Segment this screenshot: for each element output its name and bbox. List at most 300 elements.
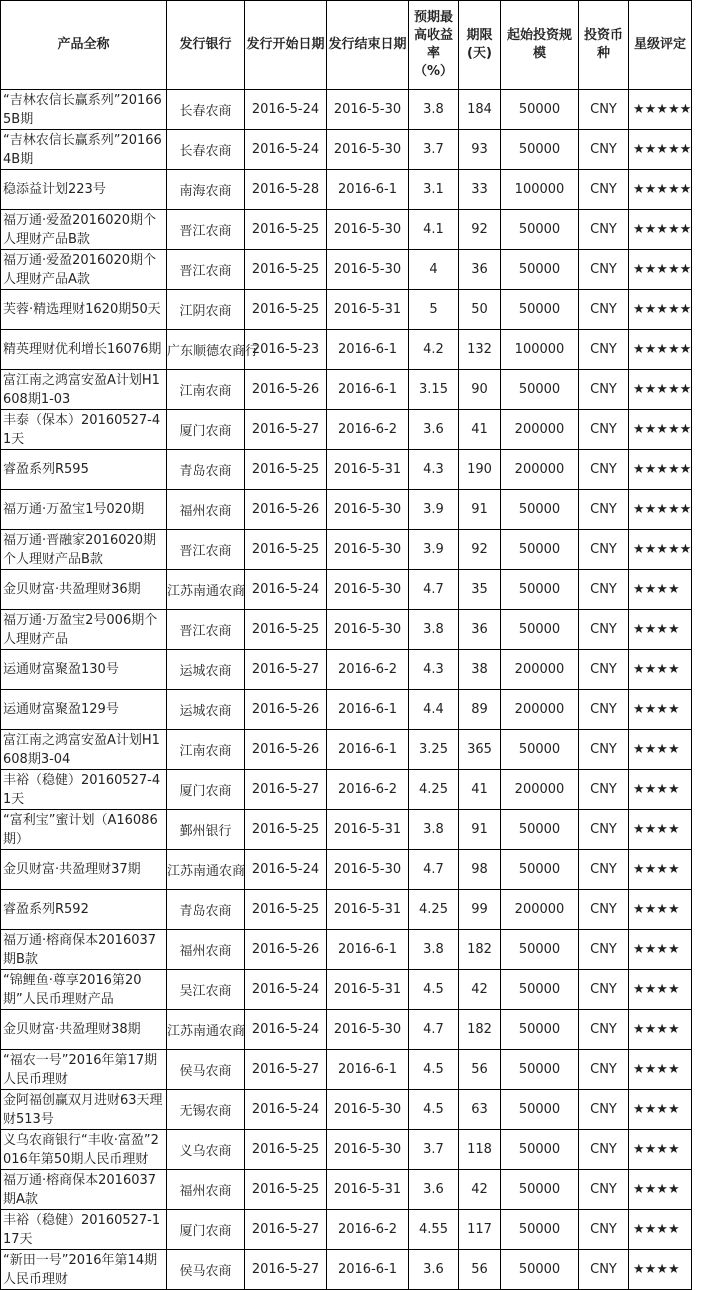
start-date-cell: 2016-5-26	[245, 730, 327, 770]
table-row	[1, 130, 692, 170]
rating-cell: ★★★★★	[629, 130, 692, 170]
min-investment-cell: 50000	[501, 1170, 579, 1210]
end-date-cell: 2016-6-2	[327, 1210, 409, 1250]
yield-cell: 4.5	[409, 1090, 459, 1130]
product-name-cell: “吉林农信长赢系列”201664B期	[1, 130, 167, 170]
end-date-cell: 2016-5-30	[327, 130, 409, 170]
end-date-cell: 2016-5-30	[327, 490, 409, 530]
term-cell: 56	[459, 1050, 501, 1090]
product-name-cell: 金贝财富·共盈理财36期	[1, 570, 167, 610]
term-cell: 91	[459, 490, 501, 530]
currency-cell: CNY	[579, 810, 629, 850]
term-cell: 182	[459, 1010, 501, 1050]
currency-cell: CNY	[579, 730, 629, 770]
bank-cell: 无锡农商	[167, 1090, 245, 1130]
yield-cell: 3.25	[409, 730, 459, 770]
currency-cell: CNY	[579, 410, 629, 450]
table-row	[1, 610, 692, 650]
product-name-cell: 金贝财富·共盈理财37期	[1, 850, 167, 890]
product-name-cell: 福万通·爱盈2016020期个人理财产品B款	[1, 210, 167, 250]
yield-cell: 3.8	[409, 90, 459, 130]
start-date-cell: 2016-5-26	[245, 370, 327, 410]
header-bank: 发行银行	[167, 1, 245, 90]
bank-cell: 吴江农商	[167, 970, 245, 1010]
rating-cell: ★★★★	[629, 570, 692, 610]
term-cell: 89	[459, 690, 501, 730]
bank-cell: 运城农商	[167, 650, 245, 690]
term-cell: 36	[459, 250, 501, 290]
start-date-cell: 2016-5-27	[245, 1210, 327, 1250]
yield-cell: 4.5	[409, 1050, 459, 1090]
table-row	[1, 810, 692, 850]
rating-cell: ★★★★★	[629, 370, 692, 410]
table-row	[1, 1170, 692, 1210]
end-date-cell: 2016-5-31	[327, 890, 409, 930]
rating-cell: ★★★★★	[629, 330, 692, 370]
currency-cell: CNY	[579, 490, 629, 530]
product-name-cell: 金阿福创赢双月进财63天理财513号	[1, 1090, 167, 1130]
yield-cell: 4.7	[409, 850, 459, 890]
yield-cell: 4	[409, 250, 459, 290]
rating-cell: ★★★★★	[629, 450, 692, 490]
bank-cell: 青岛农商	[167, 890, 245, 930]
product-name-cell: 福万通·万盈宝1号020期	[1, 490, 167, 530]
rating-cell: ★★★★★	[629, 290, 692, 330]
start-date-cell: 2016-5-27	[245, 1250, 327, 1290]
min-investment-cell: 50000	[501, 250, 579, 290]
bank-cell: 厦门农商	[167, 1210, 245, 1250]
rating-cell: ★★★★	[629, 770, 692, 810]
rating-cell: ★★★★	[629, 1170, 692, 1210]
yield-cell: 4.1	[409, 210, 459, 250]
start-date-cell: 2016-5-25	[245, 210, 327, 250]
table-row	[1, 1210, 692, 1250]
bank-cell: 鄞州银行	[167, 810, 245, 850]
currency-cell: CNY	[579, 890, 629, 930]
min-investment-cell: 50000	[501, 730, 579, 770]
end-date-cell: 2016-6-2	[327, 770, 409, 810]
term-cell: 33	[459, 170, 501, 210]
currency-cell: CNY	[579, 130, 629, 170]
table-header	[1, 1, 692, 90]
currency-cell: CNY	[579, 1050, 629, 1090]
term-cell: 92	[459, 210, 501, 250]
product-name-cell: 福万通·爱盈2016020期个人理财产品A款	[1, 250, 167, 290]
header-term: 期限 (天)	[459, 1, 501, 90]
bank-cell: 福州农商	[167, 490, 245, 530]
bank-cell: 江南农商	[167, 730, 245, 770]
start-date-cell: 2016-5-27	[245, 410, 327, 450]
yield-cell: 3.8	[409, 610, 459, 650]
min-investment-cell: 200000	[501, 410, 579, 450]
term-cell: 365	[459, 730, 501, 770]
product-name-cell: 福万通·榕商保本2016037期A款	[1, 1170, 167, 1210]
table-row	[1, 250, 692, 290]
table-row	[1, 730, 692, 770]
start-date-cell: 2016-5-24	[245, 130, 327, 170]
table-row	[1, 370, 692, 410]
term-cell: 35	[459, 570, 501, 610]
start-date-cell: 2016-5-24	[245, 1090, 327, 1130]
end-date-cell: 2016-5-30	[327, 610, 409, 650]
end-date-cell: 2016-5-31	[327, 970, 409, 1010]
rating-cell: ★★★★	[629, 610, 692, 650]
min-investment-cell: 200000	[501, 690, 579, 730]
table-row	[1, 210, 692, 250]
table-row	[1, 570, 692, 610]
rating-cell: ★★★★	[629, 730, 692, 770]
term-cell: 99	[459, 890, 501, 930]
table-row	[1, 850, 692, 890]
term-cell: 92	[459, 530, 501, 570]
table-body	[1, 90, 692, 1290]
table-row	[1, 90, 692, 130]
product-name-cell: 丰裕（稳健）20160527-41天	[1, 770, 167, 810]
rating-cell: ★★★★★	[629, 530, 692, 570]
currency-cell: CNY	[579, 370, 629, 410]
product-name-cell: “新田一号”2016年第14期人民币理财	[1, 1250, 167, 1290]
term-cell: 184	[459, 90, 501, 130]
min-investment-cell: 50000	[501, 90, 579, 130]
end-date-cell: 2016-6-1	[327, 370, 409, 410]
product-name-cell: 福万通·万盈宝2号006期个人理财产品	[1, 610, 167, 650]
yield-cell: 4.2	[409, 330, 459, 370]
currency-cell: CNY	[579, 290, 629, 330]
product-name-cell: 运通财富聚盈129号	[1, 690, 167, 730]
currency-cell: CNY	[579, 1130, 629, 1170]
yield-cell: 3.9	[409, 490, 459, 530]
min-investment-cell: 50000	[501, 850, 579, 890]
min-investment-cell: 50000	[501, 210, 579, 250]
end-date-cell: 2016-5-30	[327, 250, 409, 290]
rating-cell: ★★★★	[629, 1050, 692, 1090]
table-row	[1, 650, 692, 690]
bank-cell: 福州农商	[167, 930, 245, 970]
min-investment-cell: 50000	[501, 570, 579, 610]
product-name-cell: 义乌农商银行“丰收·富盈”2016年第50期人民币理财	[1, 1130, 167, 1170]
end-date-cell: 2016-5-31	[327, 1170, 409, 1210]
end-date-cell: 2016-5-31	[327, 290, 409, 330]
start-date-cell: 2016-5-25	[245, 890, 327, 930]
start-date-cell: 2016-5-25	[245, 250, 327, 290]
start-date-cell: 2016-5-25	[245, 1130, 327, 1170]
term-cell: 36	[459, 610, 501, 650]
rating-cell: ★★★★	[629, 1210, 692, 1250]
bank-cell: 江南农商	[167, 370, 245, 410]
yield-cell: 3.6	[409, 410, 459, 450]
table-row	[1, 330, 692, 370]
table-row	[1, 770, 692, 810]
min-investment-cell: 50000	[501, 1210, 579, 1250]
rating-cell: ★★★★	[629, 850, 692, 890]
bank-cell: 侯马农商	[167, 1050, 245, 1090]
term-cell: 42	[459, 970, 501, 1010]
currency-cell: CNY	[579, 850, 629, 890]
currency-cell: CNY	[579, 1010, 629, 1050]
term-cell: 50	[459, 290, 501, 330]
rating-cell: ★★★★	[629, 930, 692, 970]
rating-cell: ★★★★	[629, 970, 692, 1010]
min-investment-cell: 50000	[501, 810, 579, 850]
currency-cell: CNY	[579, 1250, 629, 1290]
min-investment-cell: 50000	[501, 490, 579, 530]
product-name-cell: 稳添益计划223号	[1, 170, 167, 210]
min-investment-cell: 100000	[501, 330, 579, 370]
start-date-cell: 2016-5-25	[245, 530, 327, 570]
product-name-cell: 富江南之鸿富安盈A计划H1608期1-03	[1, 370, 167, 410]
term-cell: 118	[459, 1130, 501, 1170]
start-date-cell: 2016-5-27	[245, 1050, 327, 1090]
start-date-cell: 2016-5-24	[245, 970, 327, 1010]
end-date-cell: 2016-6-1	[327, 730, 409, 770]
header-yield: 预期最 高收益 率 （%）	[409, 1, 459, 90]
start-date-cell: 2016-5-25	[245, 610, 327, 650]
bank-cell: 晋江农商	[167, 610, 245, 650]
product-name-cell: 精英理财优利增长16076期	[1, 330, 167, 370]
end-date-cell: 2016-6-1	[327, 170, 409, 210]
min-investment-cell: 50000	[501, 1010, 579, 1050]
start-date-cell: 2016-5-27	[245, 650, 327, 690]
start-date-cell: 2016-5-26	[245, 690, 327, 730]
start-date-cell: 2016-5-24	[245, 570, 327, 610]
start-date-cell: 2016-5-23	[245, 330, 327, 370]
currency-cell: CNY	[579, 530, 629, 570]
header-end-date: 发行结束日期	[327, 1, 409, 90]
product-name-cell: “锦鲤鱼·尊享2016第20期”人民币理财产品	[1, 970, 167, 1010]
min-investment-cell: 50000	[501, 1090, 579, 1130]
end-date-cell: 2016-5-30	[327, 210, 409, 250]
table-row	[1, 290, 692, 330]
product-name-cell: 丰泰（保本）20160527-41天	[1, 410, 167, 450]
end-date-cell: 2016-6-1	[327, 930, 409, 970]
start-date-cell: 2016-5-25	[245, 1170, 327, 1210]
yield-cell: 4.7	[409, 570, 459, 610]
start-date-cell: 2016-5-24	[245, 850, 327, 890]
currency-cell: CNY	[579, 1170, 629, 1210]
end-date-cell: 2016-5-31	[327, 450, 409, 490]
yield-cell: 5	[409, 290, 459, 330]
currency-cell: CNY	[579, 450, 629, 490]
rating-cell: ★★★★★	[629, 410, 692, 450]
bank-cell: 晋江农商	[167, 250, 245, 290]
currency-cell: CNY	[579, 570, 629, 610]
table-row	[1, 530, 692, 570]
term-cell: 90	[459, 370, 501, 410]
end-date-cell: 2016-6-1	[327, 690, 409, 730]
rating-cell: ★★★★★	[629, 210, 692, 250]
end-date-cell: 2016-5-30	[327, 1010, 409, 1050]
bank-cell: 厦门农商	[167, 770, 245, 810]
term-cell: 91	[459, 810, 501, 850]
yield-cell: 4.3	[409, 650, 459, 690]
header-start-date: 发行开始日期	[245, 1, 327, 90]
term-cell: 42	[459, 1170, 501, 1210]
yield-cell: 4.7	[409, 1010, 459, 1050]
header-rating: 星级评定	[629, 1, 692, 90]
currency-cell: CNY	[579, 650, 629, 690]
bank-cell: 江苏南通农商	[167, 850, 245, 890]
product-name-cell: “福农一号”2016年第17期人民币理财	[1, 1050, 167, 1090]
end-date-cell: 2016-5-30	[327, 850, 409, 890]
end-date-cell: 2016-6-1	[327, 1250, 409, 1290]
end-date-cell: 2016-6-2	[327, 410, 409, 450]
end-date-cell: 2016-5-30	[327, 530, 409, 570]
min-investment-cell: 50000	[501, 370, 579, 410]
bank-cell: 长春农商	[167, 90, 245, 130]
end-date-cell: 2016-5-30	[327, 1130, 409, 1170]
bank-cell: 运城农商	[167, 690, 245, 730]
product-name-cell: 金贝财富·共盈理财38期	[1, 1010, 167, 1050]
bank-cell: 义乌农商	[167, 1130, 245, 1170]
yield-cell: 3.7	[409, 130, 459, 170]
term-cell: 38	[459, 650, 501, 690]
table-row	[1, 970, 692, 1010]
product-name-cell: 睿盈系列R595	[1, 450, 167, 490]
start-date-cell: 2016-5-26	[245, 930, 327, 970]
min-investment-cell: 50000	[501, 130, 579, 170]
min-investment-cell: 200000	[501, 890, 579, 930]
currency-cell: CNY	[579, 690, 629, 730]
product-name-cell: 芙蓉·精选理财1620期50天	[1, 290, 167, 330]
rating-cell: ★★★★	[629, 1090, 692, 1130]
table-row	[1, 1050, 692, 1090]
yield-cell: 4.5	[409, 970, 459, 1010]
min-investment-cell: 50000	[501, 1050, 579, 1090]
yield-cell: 3.6	[409, 1170, 459, 1210]
product-name-cell: 运通财富聚盈130号	[1, 650, 167, 690]
yield-cell: 3.15	[409, 370, 459, 410]
min-investment-cell: 200000	[501, 770, 579, 810]
yield-cell: 4.25	[409, 770, 459, 810]
rating-cell: ★★★★★	[629, 90, 692, 130]
bank-cell: 江阴农商	[167, 290, 245, 330]
yield-cell: 3.1	[409, 170, 459, 210]
product-name-cell: “富利宝”蜜计划（A16086期）	[1, 810, 167, 850]
min-investment-cell: 50000	[501, 1130, 579, 1170]
rating-cell: ★★★★	[629, 650, 692, 690]
end-date-cell: 2016-6-2	[327, 650, 409, 690]
currency-cell: CNY	[579, 330, 629, 370]
yield-cell: 4.3	[409, 450, 459, 490]
term-cell: 98	[459, 850, 501, 890]
currency-cell: CNY	[579, 930, 629, 970]
min-investment-cell: 50000	[501, 970, 579, 1010]
product-name-cell: 福万通·榕商保本2016037期B款	[1, 930, 167, 970]
min-investment-cell: 200000	[501, 650, 579, 690]
yield-cell: 4.4	[409, 690, 459, 730]
end-date-cell: 2016-5-30	[327, 570, 409, 610]
start-date-cell: 2016-5-25	[245, 810, 327, 850]
term-cell: 190	[459, 450, 501, 490]
bank-cell: 晋江农商	[167, 210, 245, 250]
bank-cell: 厦门农商	[167, 410, 245, 450]
bank-cell: 江苏南通农商	[167, 570, 245, 610]
table-row	[1, 490, 692, 530]
rating-cell: ★★★★	[629, 1250, 692, 1290]
start-date-cell: 2016-5-28	[245, 170, 327, 210]
product-name-cell: 富江南之鸿富安盈A计划H1608期3-04	[1, 730, 167, 770]
currency-cell: CNY	[579, 170, 629, 210]
table-row	[1, 450, 692, 490]
min-investment-cell: 100000	[501, 170, 579, 210]
rating-cell: ★★★★★	[629, 490, 692, 530]
yield-cell: 3.7	[409, 1130, 459, 1170]
bank-cell: 长春农商	[167, 130, 245, 170]
start-date-cell: 2016-5-24	[245, 90, 327, 130]
table-row	[1, 1010, 692, 1050]
table-row	[1, 1090, 692, 1130]
currency-cell: CNY	[579, 250, 629, 290]
table-row	[1, 930, 692, 970]
term-cell: 117	[459, 1210, 501, 1250]
min-investment-cell: 50000	[501, 930, 579, 970]
currency-cell: CNY	[579, 970, 629, 1010]
min-investment-cell: 50000	[501, 530, 579, 570]
currency-cell: CNY	[579, 770, 629, 810]
currency-cell: CNY	[579, 610, 629, 650]
currency-cell: CNY	[579, 90, 629, 130]
end-date-cell: 2016-5-30	[327, 1090, 409, 1130]
term-cell: 56	[459, 1250, 501, 1290]
rating-cell: ★★★★★	[629, 170, 692, 210]
term-cell: 93	[459, 130, 501, 170]
start-date-cell: 2016-5-27	[245, 770, 327, 810]
end-date-cell: 2016-5-31	[327, 810, 409, 850]
rating-cell: ★★★★★	[629, 250, 692, 290]
end-date-cell: 2016-5-30	[327, 90, 409, 130]
yield-cell: 3.8	[409, 930, 459, 970]
term-cell: 182	[459, 930, 501, 970]
yield-cell: 3.6	[409, 1250, 459, 1290]
end-date-cell: 2016-6-1	[327, 1050, 409, 1090]
yield-cell: 4.25	[409, 890, 459, 930]
start-date-cell: 2016-5-25	[245, 290, 327, 330]
table-row	[1, 890, 692, 930]
rating-cell: ★★★★	[629, 1130, 692, 1170]
rating-cell: ★★★★	[629, 890, 692, 930]
min-investment-cell: 50000	[501, 610, 579, 650]
header-name: 产品全称	[1, 1, 167, 90]
product-name-cell: 丰裕（稳健）20160527-117天	[1, 1210, 167, 1250]
start-date-cell: 2016-5-25	[245, 450, 327, 490]
term-cell: 41	[459, 410, 501, 450]
table-row	[1, 410, 692, 450]
bank-cell: 南海农商	[167, 170, 245, 210]
term-cell: 41	[459, 770, 501, 810]
currency-cell: CNY	[579, 1090, 629, 1130]
term-cell: 63	[459, 1090, 501, 1130]
rating-cell: ★★★★	[629, 690, 692, 730]
table-row	[1, 1130, 692, 1170]
currency-cell: CNY	[579, 210, 629, 250]
start-date-cell: 2016-5-26	[245, 490, 327, 530]
min-investment-cell: 50000	[501, 1250, 579, 1290]
end-date-cell: 2016-6-1	[327, 330, 409, 370]
bank-cell: 江苏南通农商	[167, 1010, 245, 1050]
table-row	[1, 1250, 692, 1290]
yield-cell: 3.9	[409, 530, 459, 570]
rating-cell: ★★★★	[629, 1010, 692, 1050]
currency-cell: CNY	[579, 1210, 629, 1250]
yield-cell: 4.55	[409, 1210, 459, 1250]
bank-cell: 广东顺德农商行	[167, 330, 245, 370]
term-cell: 132	[459, 330, 501, 370]
min-investment-cell: 200000	[501, 450, 579, 490]
bank-cell: 福州农商	[167, 1170, 245, 1210]
product-name-cell: “吉林农信长赢系列”201665B期	[1, 90, 167, 130]
header-currency: 投资币 种	[579, 1, 629, 90]
bank-cell: 青岛农商	[167, 450, 245, 490]
